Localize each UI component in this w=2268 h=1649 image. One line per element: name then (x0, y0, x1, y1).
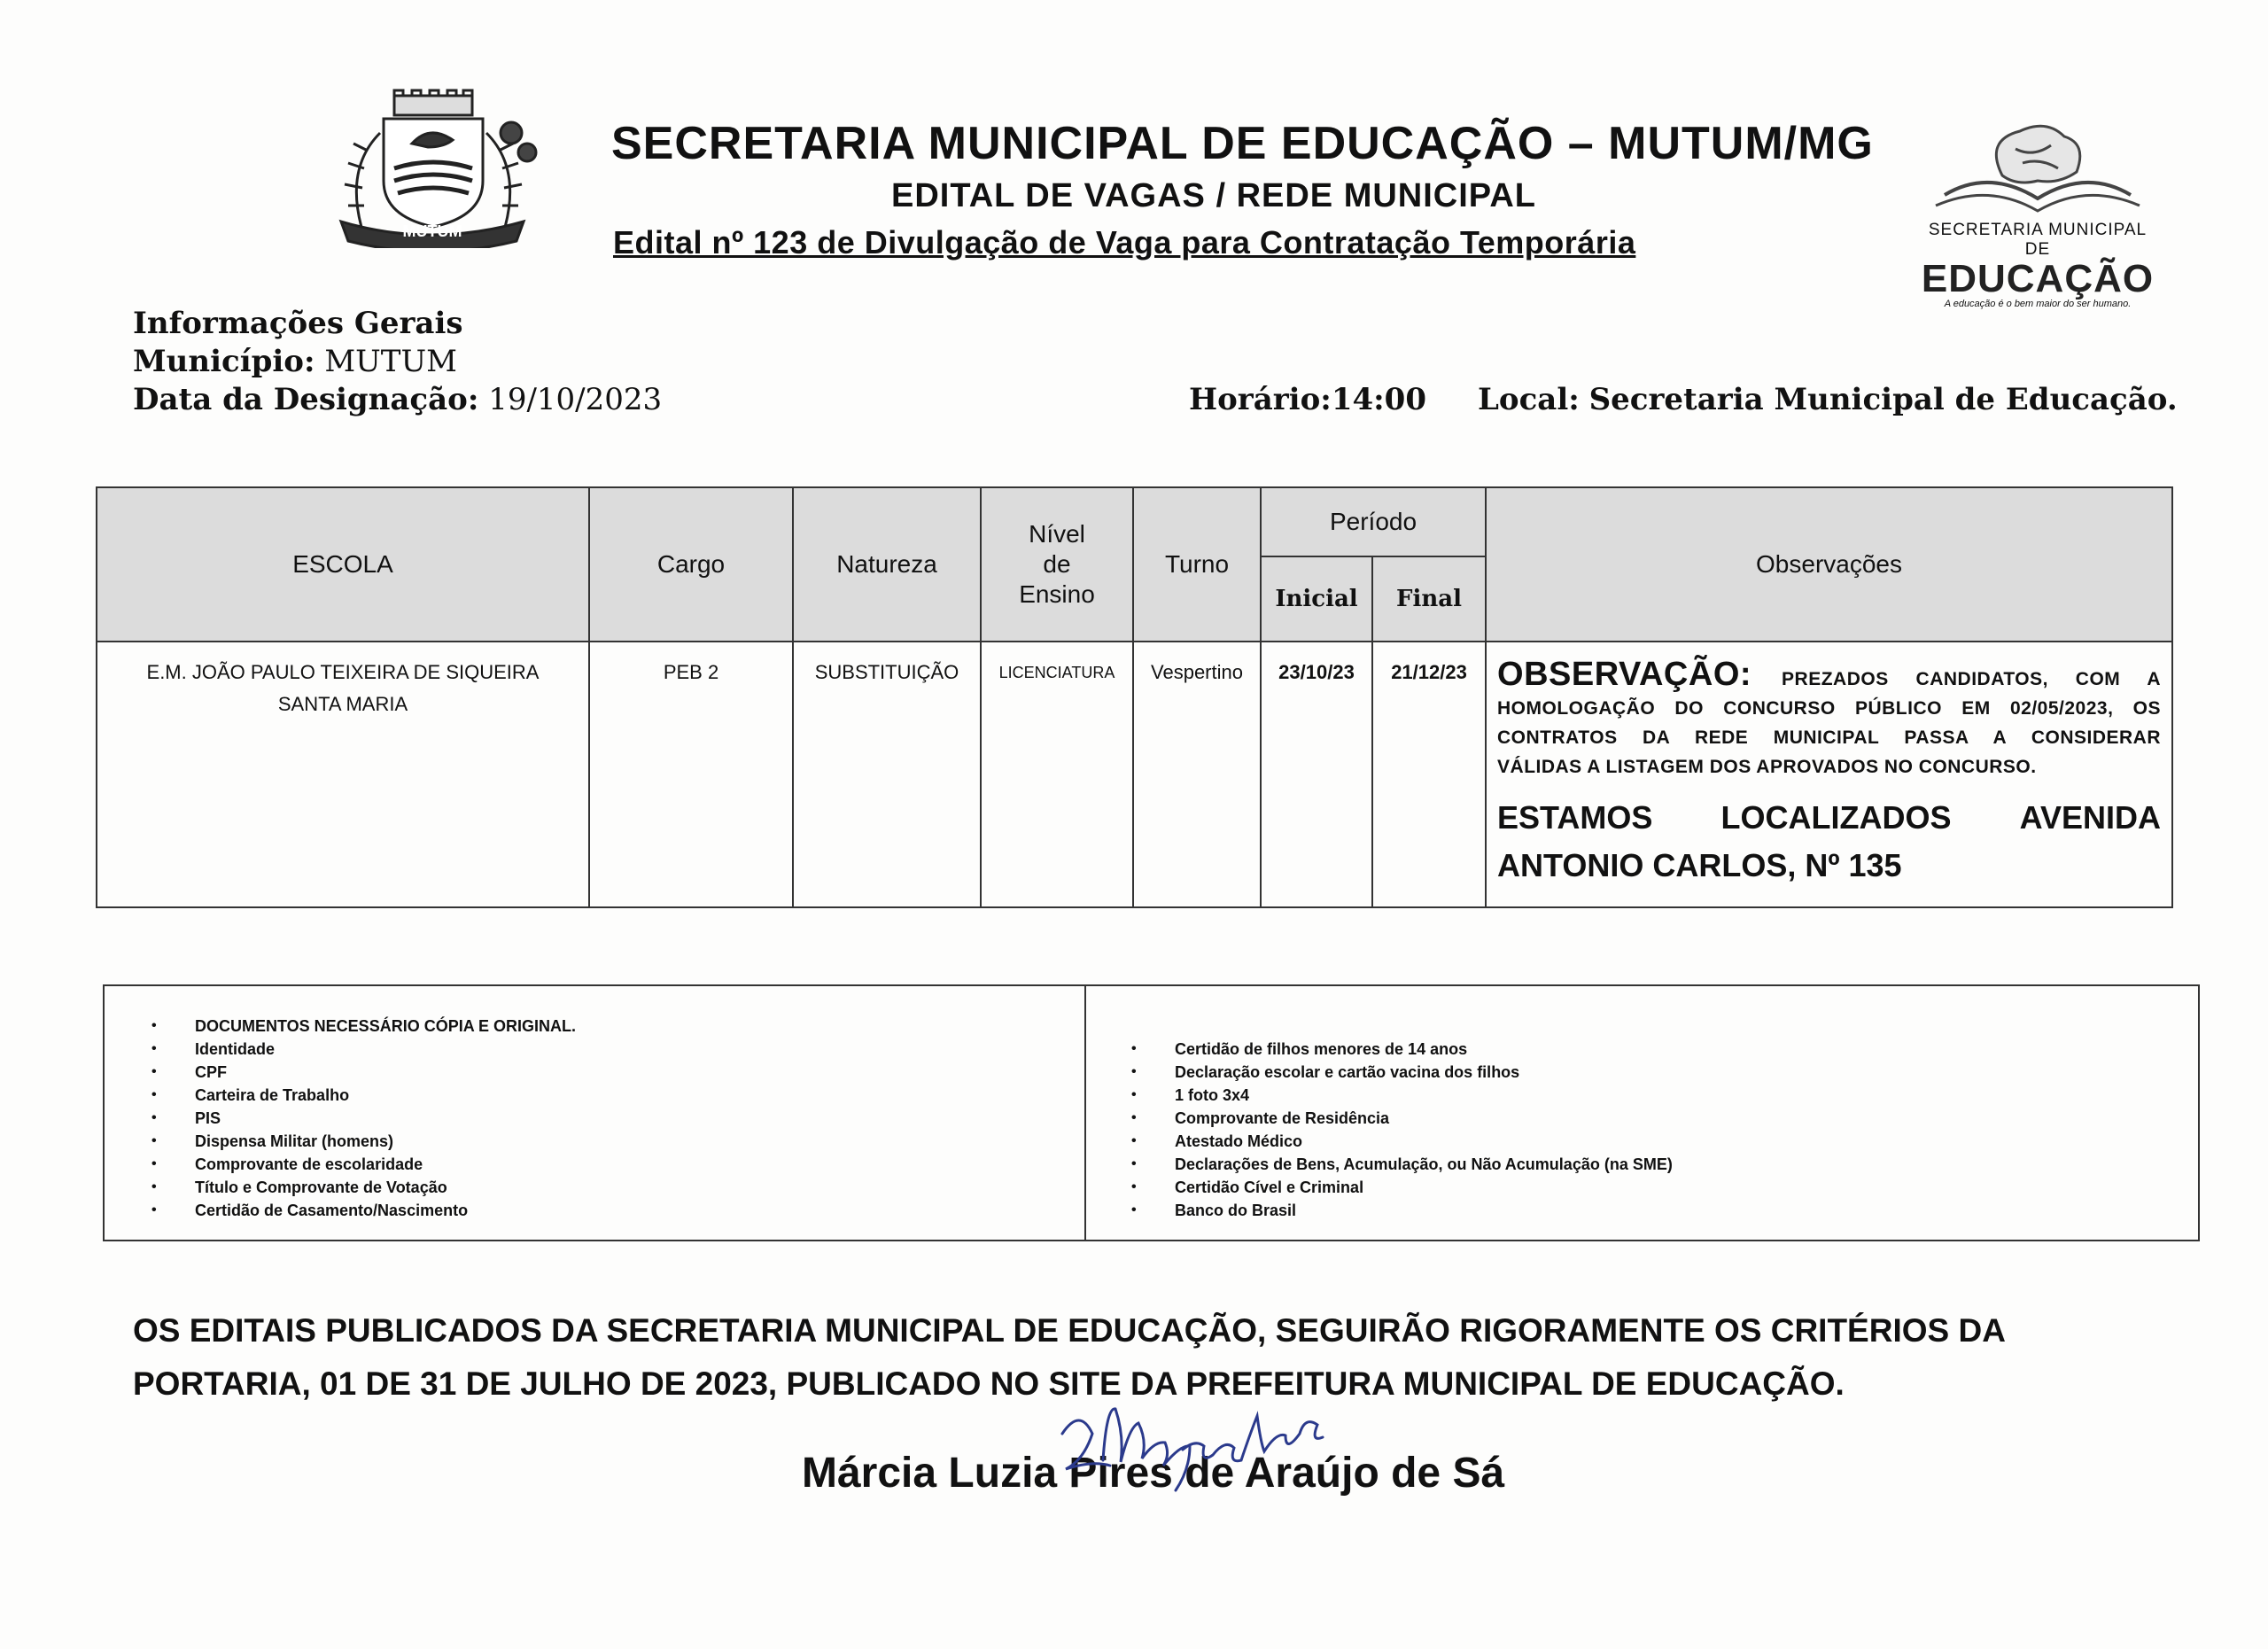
observacao-line-4: VÁLIDAS A LISTAGEM DOS APROVADOS NO CONCURSO. (1497, 757, 2037, 777)
data-label: Data da Designação: (133, 382, 479, 417)
data-designacao-line (133, 382, 662, 417)
documents-list-right (1084, 1038, 1673, 1222)
logo-top-text: SECRETARIA MUNICIPAL DE (1928, 221, 2148, 259)
cell-turno: Vespertino (1133, 642, 1261, 907)
footer-notice: OS EDITAIS PUBLICADOS DA SECRETARIA MUNICIPAL DE EDUCAÇÃO, SEGUIRÃO RIGORAMENTE OS CRITÉRIOS DA PORTARIA, 01 DE 31 DE JULHO DE 2023, PUBLICADO NO SITE DA PREFEITURA MUNICIPAL DE EDUCAÇÃO. (133, 1312, 2005, 1402)
cell-observacoes (1486, 642, 2172, 907)
logo-main-text: EDUCAÇÃO (1921, 257, 2155, 300)
municipio-label: Município: (133, 344, 315, 379)
horario-label: Horário: (1189, 382, 1332, 417)
list-item: • 1 foto 3x4 (1084, 1084, 1673, 1107)
list-item: • Banco do Brasil (1084, 1199, 1673, 1222)
local-line (1478, 382, 2178, 417)
list-item: • Carteira de Trabalho (105, 1084, 576, 1107)
cell-nivel: LICENCIATURA (981, 642, 1133, 907)
list-item: • PIS (105, 1107, 576, 1130)
local-value: Secretaria Municipal de Educação. (1588, 382, 2178, 417)
brain-book-icon (1918, 113, 2157, 220)
edital-heading: Edital nº 123 de Divulgação de Vaga para Contratação Temporária (613, 224, 1636, 261)
header-periodo: Período (1261, 487, 1486, 556)
list-item: • Título e Comprovante de Votação (105, 1176, 576, 1199)
list-item: • Comprovante de escolaridade (105, 1153, 576, 1176)
documents-box (103, 984, 2200, 1241)
list-item: • DOCUMENTOS NECESSÁRIO CÓPIA E ORIGINAL. (105, 1015, 576, 1038)
municipio-value: MUTUM (324, 344, 457, 379)
observacao-line-1: PREZADOS CANDIDATOS, COM A (1782, 669, 2162, 689)
header-natureza: Natureza (793, 487, 981, 642)
cell-inicial: 23/10/23 (1261, 642, 1372, 907)
list-item: • Certidão de Casamento/Nascimento (105, 1199, 576, 1222)
horario-value: 14:00 (1331, 382, 1426, 417)
header-final: Final (1372, 556, 1486, 642)
observacao-title: OBSERVAÇÃO: (1497, 656, 1752, 693)
cell-natureza: SUBSTITUIÇÃO (793, 642, 981, 907)
cell-escola: E.M. JOÃO PAULO TEIXEIRA DE SIQUEIRA SANTA MARIA (97, 642, 589, 907)
list-item: • Declarações de Bens, Acumulação, ou Não Acumulação (na SME) (1084, 1153, 1673, 1176)
header-cargo: Cargo (589, 487, 793, 642)
info-heading: Informações Gerais (133, 306, 463, 341)
list-item: • Comprovante de Residência (1084, 1107, 1673, 1130)
header-turno: Turno (1133, 487, 1261, 642)
secretaria-educacao-logo (1918, 113, 2157, 309)
header-inicial: Inicial (1261, 556, 1372, 642)
header-observacoes: Observações (1486, 487, 2172, 642)
crest-ribbon-text: MUTUM (402, 222, 462, 240)
document-subtitle: EDITAL DE VAGAS / REDE MUNICIPAL (890, 177, 1536, 214)
local-label: Local: (1478, 382, 1580, 417)
handwritten-signature (1050, 1398, 1351, 1496)
document-title: SECRETARIA MUNICIPAL DE EDUCAÇÃO – MUTUM/MG (611, 118, 1874, 169)
header-nivel: Nível de Ensino (981, 487, 1133, 642)
list-item: • Identidade (105, 1038, 576, 1061)
observacao-line-2: HOMOLOGAÇÃO DO CONCURSO PÚBLICO EM 02/05/2023, OS (1497, 698, 2162, 719)
list-item: • Atestado Médico (1084, 1130, 1673, 1153)
municipal-crest-logo (306, 89, 558, 248)
list-item: • Dispensa Militar (homens) (105, 1130, 576, 1153)
list-item: • CPF (105, 1061, 576, 1084)
municipio-line (133, 344, 457, 379)
header-escola: ESCOLA (97, 487, 589, 642)
list-item: • Certidão Cível e Criminal (1084, 1176, 1673, 1199)
documents-list-left (105, 1015, 576, 1222)
logo-tagline: A educação é o bem maior do ser humano. (1944, 299, 2132, 309)
data-value: 19/10/2023 (488, 382, 663, 417)
observacao-line-3: CONTRATOS DA REDE MUNICIPAL PASSA A CONSIDERAR (1497, 727, 2162, 748)
signatory-name: Márcia Luzia Pires de Araújo de Sá (802, 1450, 1505, 1497)
cell-cargo: PEB 2 (589, 642, 793, 907)
vacancy-table (96, 486, 2173, 908)
address-text: ESTAMOS LOCALIZADOS AVENIDA ANTONIO CARLOS, Nº 135 (1497, 799, 2162, 883)
list-item: • Declaração escolar e cartão vacina dos filhos (1084, 1061, 1673, 1084)
list-item: • Certidão de filhos menores de 14 anos (1084, 1038, 1673, 1061)
table-row (97, 642, 2172, 907)
cell-final: 21/12/23 (1372, 642, 1486, 907)
horario-line (1189, 382, 1426, 417)
